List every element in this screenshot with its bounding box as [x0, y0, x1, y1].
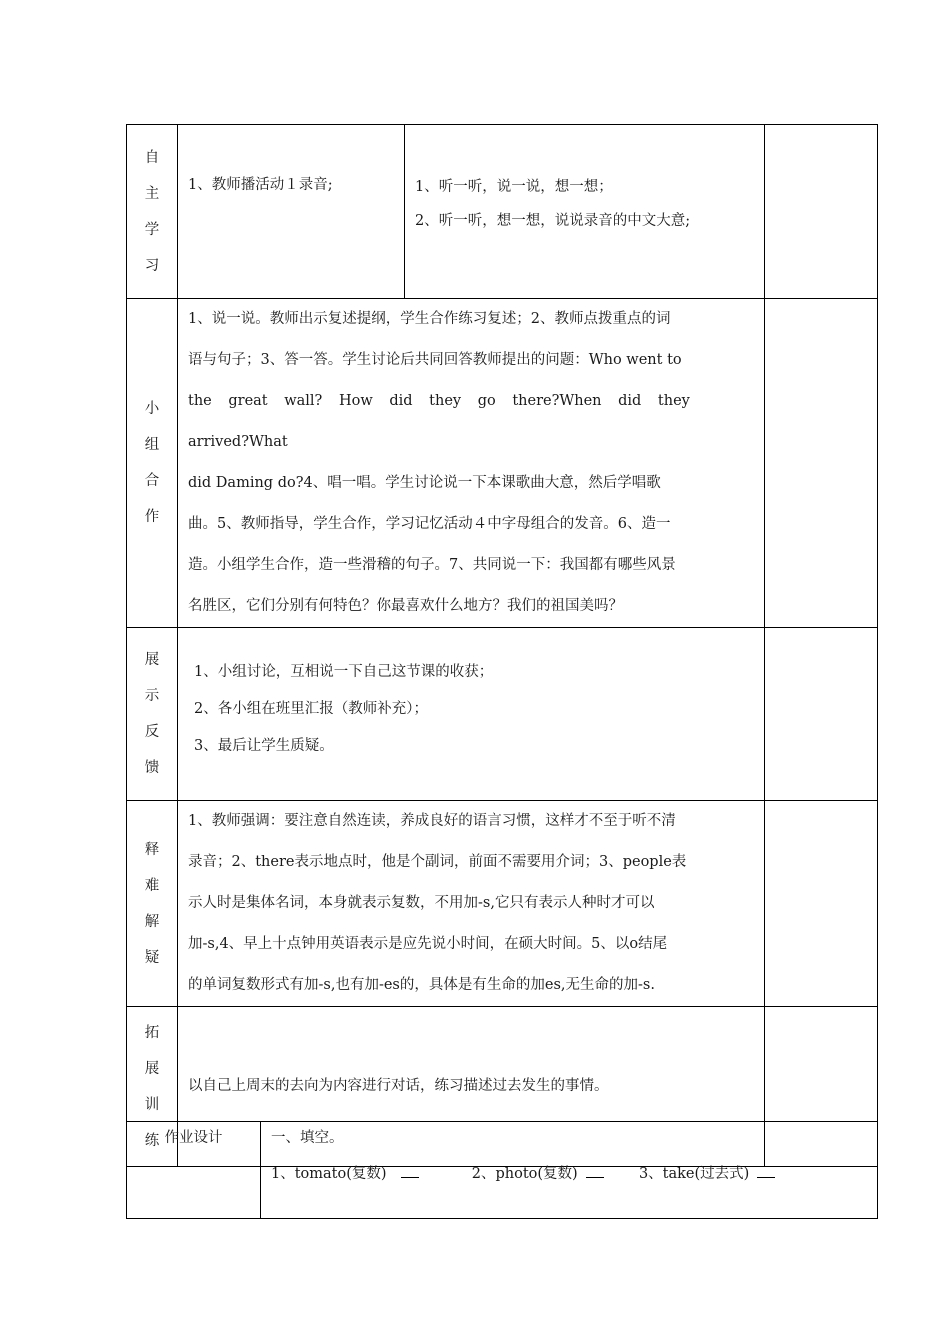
text-line: 示人时是集体名词，本身就表示复数，不用加-s,它只有表示人种时才可以: [188, 895, 655, 911]
label-char: 反: [144, 724, 160, 740]
text-line: 1、小组讨论，互相说一下自己这节课的收获；: [194, 664, 494, 680]
label-char: 示: [144, 688, 160, 704]
answer-blank[interactable]: [586, 1163, 604, 1178]
homework-item: 1、tomato(复数): [271, 1166, 387, 1182]
row-label-feedback: [127, 628, 178, 801]
text-line: 3、最后让学生质疑。: [194, 738, 334, 754]
teacher-activity-cell: [178, 125, 405, 299]
label-char: 习: [144, 257, 160, 274]
answer-blank[interactable]: [757, 1163, 775, 1178]
homework-item: 3、take(过去式): [638, 1166, 750, 1182]
answer-blank[interactable]: [401, 1163, 419, 1178]
text-line: 语与句子；3、答一答。学生讨论后共同回答教师提出的问题：Who went to: [188, 352, 682, 368]
homework-items: [271, 1162, 869, 1186]
table-row: [127, 1122, 878, 1219]
label-char: 自: [144, 149, 160, 166]
table-row: [127, 801, 878, 1007]
label-char: 疑: [144, 949, 160, 966]
homework-content-cell: [261, 1122, 878, 1219]
homework-heading: 一、填空。: [271, 1130, 344, 1146]
text-line: 名胜区，它们分别有何特色？你最喜欢什么地方？我们的祖国美吗？: [188, 598, 623, 614]
label-char: 展: [144, 652, 160, 668]
label-char: 拓: [144, 1024, 160, 1041]
feedback-content: [178, 628, 765, 801]
table-row: [127, 628, 878, 801]
student-activity-cell: [405, 125, 765, 299]
table-row: [127, 299, 878, 628]
text-line: 曲。5、教师指导，学生合作，学习记忆活动４中字母组合的发音。6、造一: [188, 516, 671, 532]
text-line: 的单词复数形式有加-s,也有加-es的，具体是有生命的加es,无生命的加-s.: [188, 977, 655, 993]
row-label-self-study: [127, 125, 178, 299]
notes-cell: [765, 628, 878, 801]
label-char: 训: [144, 1096, 160, 1113]
homework-label-cell: [127, 1122, 261, 1219]
text-line: 加-s,4、早上十点钟用英语表示是应先说小时间，在硕大时间。5、以o结尾: [188, 936, 668, 952]
label-char: 馈: [144, 760, 160, 776]
lesson-plan-table: [126, 124, 878, 1167]
text-line: did Daming do?4、唱一唱。学生讨论说一下本课歌曲大意，然后学唱歌: [188, 475, 661, 491]
label-char: 作: [144, 509, 160, 525]
clarify-content: [178, 801, 765, 1007]
homework-label: 作业设计: [164, 1130, 223, 1146]
label-char: 主: [144, 185, 160, 202]
row-label-group-work: [127, 299, 178, 628]
homework-item: 2、photo(复数): [471, 1166, 578, 1182]
group-work-content: [178, 299, 765, 628]
label-char: 解: [144, 913, 160, 930]
text-line: 1、教师强调：要注意自然连读，养成良好的语言习惯，这样才不至于听不清: [188, 813, 676, 829]
student-activity-line: 1、听一听，说一说，想一想；: [415, 179, 613, 195]
teacher-activity-text: 1、教师播活动１录音;: [188, 177, 333, 193]
notes-cell: [765, 125, 878, 299]
label-char: 小: [144, 401, 160, 417]
table-row: [127, 125, 878, 299]
label-char: 展: [144, 1060, 160, 1077]
text-line: 2、各小组在班里汇报（教师补充）；: [194, 701, 428, 717]
notes-cell: [765, 801, 878, 1007]
homework-table: [126, 1121, 878, 1219]
label-char: 学: [144, 221, 160, 238]
label-char: 释: [144, 841, 160, 858]
label-char: 难: [144, 877, 160, 894]
text-line: 录音；2、there表示地点时，他是个副词，前面不需要用介词；3、people表: [188, 854, 687, 870]
row-label-clarify: [127, 801, 178, 1007]
text-line: 以自己上周末的去向为内容进行对话，练习描述过去发生的事情。: [188, 1078, 609, 1094]
student-activity-line: 2、听一听，想一想，说说录音的中文大意;: [415, 213, 691, 229]
label-char: 组: [144, 437, 160, 453]
notes-cell: [765, 299, 878, 628]
text-line: 1、说一说。教师出示复述提纲，学生合作练习复述；2、教师点拨重点的词: [188, 311, 671, 327]
label-char: 练: [144, 1132, 160, 1149]
label-char: 合: [144, 473, 160, 489]
text-line: the great wall? How did they go there?When did they arrived?What: [188, 393, 690, 450]
text-line: 造。小组学生合作，造一些滑稽的句子。7、共同说一下：我国都有哪些风景: [188, 557, 676, 573]
